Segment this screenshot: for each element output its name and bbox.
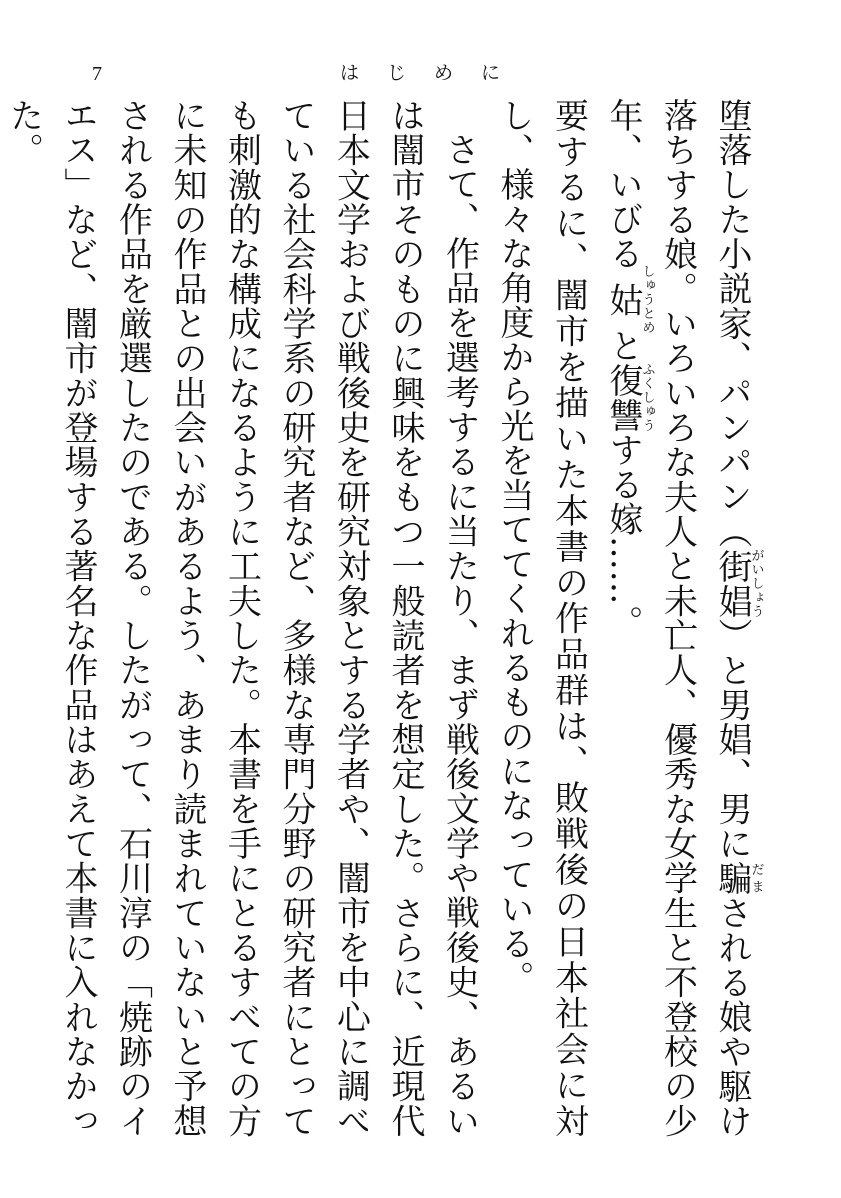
ruby-gaisho-reading: がいしょう: [748, 548, 764, 619]
ruby-fukushuu: [603, 362, 655, 433]
ruby-gaisho: [712, 548, 764, 619]
paragraph-2: 要するに、闇市を描いた本書の作品群は、敗戦後の日本社会に対し、様々な角度から光を当ててくれるものになっている。: [494, 98, 589, 1138]
body-text: [0, 98, 763, 1138]
paragraph-1-text-e: する嫁……。: [603, 432, 643, 640]
ruby-dama: [712, 860, 764, 896]
paragraph-1: [596, 98, 764, 1138]
ruby-fukushuu-base: 復讐: [603, 362, 643, 433]
paragraph-1-text-d: と: [603, 328, 643, 363]
ruby-dama-reading: だま: [748, 860, 764, 896]
ruby-shuutome-reading: しゅうとめ: [639, 264, 655, 335]
paragraph-3: さて、作品を選考するに当たり、まず戦後文学や戦後史、あるいは闇市そのものに興味をもつ一般読者を想定した。さらに、近現代日本文学および戦後史を研究対象とする学者や、闇市を中心に調べている社会科学系の研究者など、多様な専門分野の研究者にとっても刺激的な構成になるように工夫した。本書を手にとるすべての方に未知の作品との出会いがあるよう、あまり読まれていないと予想される作品を厳選したのである。したがって、石川淳の「焼跡のイエス」など、闇市が登場する著名な作品はあえて本書に入れなかった。: [3, 98, 480, 1139]
ruby-shuutome-base: 姑: [603, 264, 643, 335]
ruby-fukushuu-reading: ふくしゅう: [639, 362, 655, 433]
running-header-title: はじめに: [340, 62, 529, 84]
ruby-shuutome: [603, 264, 655, 335]
ruby-gaisho-base: 街娼: [712, 548, 752, 619]
page-number: 7: [92, 63, 102, 85]
ruby-dama-base: 騙: [712, 860, 752, 896]
paragraph-1-text-a: 堕落した小説家、パンパン（: [712, 98, 752, 549]
paragraph-1-text-b: ）と男娼、男に: [712, 618, 752, 861]
paragraph-1-text-c: される娘や駆け落ちする娘。いろいろな夫人と未亡人、優秀な女学生と不登校の少年、いびる: [603, 98, 752, 1139]
